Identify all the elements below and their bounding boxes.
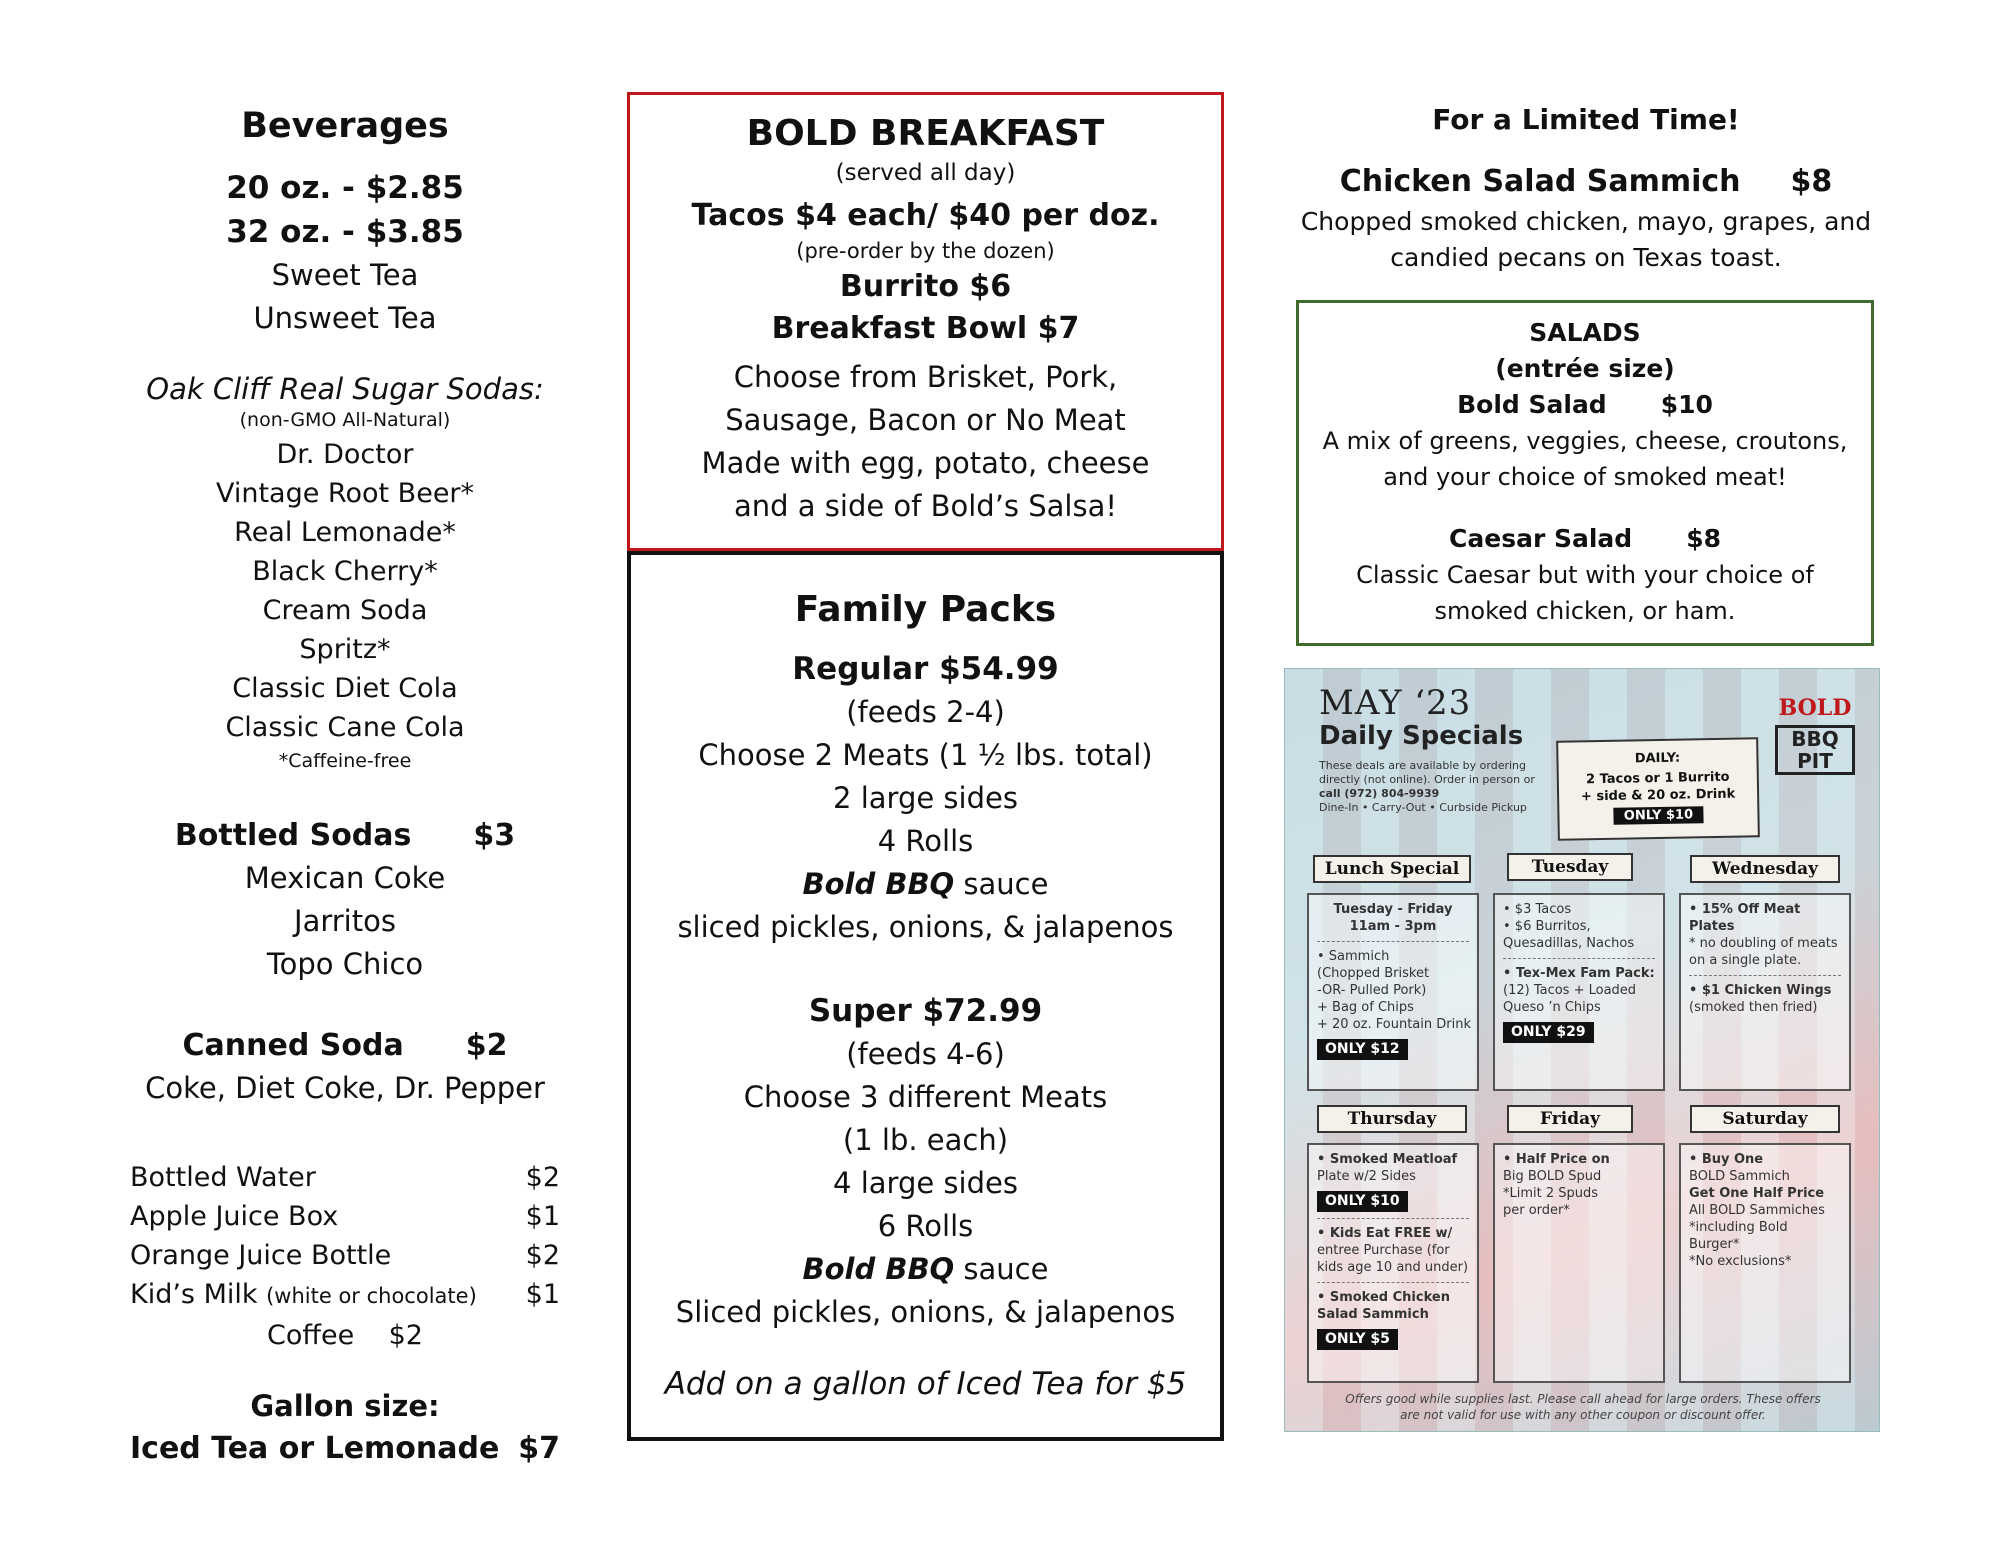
salads-title: SALADS [1529, 318, 1641, 347]
wednesday-line: • $1 Chicken Wings [1689, 983, 1832, 998]
soda-item: Vintage Root Beer* [215, 478, 475, 509]
divider [1317, 1218, 1469, 1219]
breakfast-desc-line: Choose from Brisket, Pork, [733, 360, 1118, 394]
saturday-card [1679, 1143, 1851, 1383]
bottled-soda-item: Topo Chico [266, 947, 424, 981]
breakfast-desc [630, 356, 1221, 528]
misc-price: $2 [525, 1162, 560, 1193]
lunch-line: (Chopped Brisket [1317, 966, 1430, 981]
daily-deal-line: + side & 20 oz. Drink [1580, 786, 1736, 805]
super-pack-line: 6 Rolls [877, 1209, 974, 1243]
sauce-word: sauce [954, 1252, 1049, 1286]
friday-line: • Half Price on [1503, 1152, 1610, 1167]
canned-soda-row [130, 1024, 560, 1067]
misc-price: $1 [525, 1201, 560, 1232]
logo-bold-text: BOLD [1778, 695, 1852, 721]
misc-row [130, 1236, 560, 1275]
sodas-note: (non-GMO All-Natural) [239, 409, 451, 431]
caesar-salad-name: Caesar Salad [1449, 524, 1633, 553]
limited-item-name: Chicken Salad Sammich [1339, 164, 1741, 199]
kids-milk-text [130, 1275, 477, 1316]
regular-pack-line: 2 large sides [833, 781, 1018, 815]
wednesday-card [1679, 893, 1851, 1091]
logo-bbq-text: BBQ PIT [1775, 725, 1855, 775]
salads-subtitle: (entrée size) [1495, 354, 1675, 383]
sauce-brand: Bold BBQ [802, 867, 955, 901]
limited-time-section [1296, 100, 1876, 276]
flyer-info-line: call (972) 804-9939 [1319, 787, 1440, 800]
gallon-row [130, 1427, 560, 1471]
flyer-info-line: directly (not online). Order in person or [1319, 773, 1535, 786]
tab-tuesday: Tuesday [1507, 853, 1633, 881]
flyer-info-line: Dine-In • Carry-Out • Curbside Pickup [1319, 801, 1527, 814]
super-pack-line: 4 large sides [833, 1166, 1018, 1200]
daily-deal-card [1556, 737, 1760, 841]
breakfast-bowl: Breakfast Bowl $7 [771, 311, 1080, 346]
breakfast-tacos: Tacos $4 each/ $40 per doz. [691, 198, 1160, 233]
regular-pack-extras: sliced pickles, onions, & jalapenos [677, 910, 1174, 944]
super-pack-extras: Sliced pickles, onions, & jalapenos [675, 1295, 1176, 1329]
flyer-month: MAY ‘23 [1319, 683, 1472, 723]
limited-item-price: $8 [1790, 164, 1833, 199]
regular-pack-sauce [631, 863, 1220, 906]
divider [1317, 941, 1469, 942]
flyer-footer-line: are not valid for use with any other coupon or discount offer. [1400, 1408, 1766, 1422]
bold-salad-row [1299, 387, 1871, 423]
daily-specials-flyer [1284, 668, 1880, 1432]
regular-pack-line: 4 Rolls [877, 824, 974, 858]
friday-card [1493, 1143, 1665, 1383]
bold-salad-desc: A mix of greens, veggies, cheese, croutons, [1322, 427, 1848, 455]
wednesday-line: (smoked then fried) [1689, 1000, 1818, 1015]
bold-bbq-pit-logo [1775, 695, 1855, 787]
saturday-line: All BOLD Sammiches [1689, 1203, 1825, 1218]
limited-item-desc: candied pecans on Texas toast. [1390, 243, 1782, 272]
sauce-word: sauce [954, 867, 1049, 901]
lunch-line: • Sammich [1317, 949, 1390, 964]
tuesday-line: Queso ’n Chips [1503, 1000, 1601, 1015]
caesar-salad-price: $8 [1686, 524, 1721, 553]
super-pack-name: Super $72.99 [808, 993, 1043, 1029]
gallon-label: Iced Tea or Lemonade [130, 1431, 500, 1466]
bottled-sodas-label: Bottled Sodas [174, 818, 412, 853]
caesar-salad-row [1299, 521, 1871, 557]
misc-row [130, 1197, 560, 1236]
lunch-line: + 20 oz. Fountain Drink [1317, 1017, 1471, 1032]
tuesday-card [1493, 893, 1665, 1091]
friday-line: per order* [1503, 1203, 1570, 1218]
daily-deal-label: DAILY: [1634, 750, 1681, 767]
family-packs-box [627, 551, 1224, 1441]
bold-salad-name: Bold Salad [1457, 390, 1607, 419]
beverages-section [130, 100, 560, 1471]
flyer-info-line: These deals are available by ordering [1319, 759, 1526, 772]
saturday-line: Get One Half Price [1689, 1186, 1825, 1201]
thursday-line: kids age 10 and under) [1317, 1260, 1469, 1275]
divider [1317, 1282, 1469, 1283]
caffeine-note: *Caffeine-free [278, 750, 412, 772]
soda-item: Black Cherry* [252, 556, 438, 587]
thursday-line: Salad Sammich [1317, 1307, 1429, 1322]
soda-item: Classic Diet Cola [232, 673, 458, 704]
size-20oz: 20 oz. - $2.85 [226, 170, 464, 206]
lunch-line: -OR- Pulled Pork) [1317, 983, 1427, 998]
thursday-line: entree Purchase (for [1317, 1243, 1450, 1258]
limited-time-title: For a Limited Time! [1432, 103, 1740, 136]
daily-deal-price: ONLY $10 [1614, 806, 1704, 825]
tab-thursday: Thursday [1317, 1105, 1467, 1133]
flyer-footer [1315, 1391, 1851, 1423]
tuesday-line: • Tex-Mex Fam Pack: [1503, 966, 1655, 981]
divider [1503, 958, 1655, 959]
kids-milk-row [130, 1275, 560, 1316]
flyer-title: Daily Specials [1319, 721, 1524, 751]
bold-salad-desc: and your choice of smoked meat! [1383, 463, 1787, 491]
soda-item: Real Lemonade* [234, 517, 456, 548]
flyer-info [1319, 759, 1549, 815]
tuesday-line: • $6 Burritos, [1503, 919, 1591, 934]
saturday-line: *including Bold Burger* [1689, 1220, 1788, 1252]
beverages-title: Beverages [241, 106, 449, 146]
tea-unsweet: Unsweet Tea [253, 301, 437, 335]
thursday-line: • Smoked Chicken [1317, 1290, 1450, 1305]
saturday-line: • Buy One [1689, 1152, 1764, 1167]
size-32oz: 32 oz. - $3.85 [226, 214, 464, 250]
misc-label: Apple Juice Box [130, 1201, 339, 1232]
kids-milk-label: Kid’s Milk [130, 1279, 258, 1310]
flyer-footer-line: Offers good while supplies last. Please call ahead for large orders. These offers [1345, 1392, 1821, 1406]
canned-soda-label: Canned Soda [182, 1028, 404, 1063]
breakfast-desc-line: Made with egg, potato, cheese [701, 446, 1150, 480]
caesar-salad-desc: smoked chicken, or ham. [1434, 597, 1736, 625]
super-pack-line: (feeds 4-6) [846, 1037, 1005, 1071]
soda-item: Classic Cane Cola [225, 712, 465, 743]
tuesday-line: (12) Tacos + Loaded [1503, 983, 1637, 998]
misc-row [130, 1158, 560, 1197]
tab-saturday: Saturday [1690, 1105, 1840, 1133]
tab-wednesday: Wednesday [1690, 855, 1840, 883]
tea-sweet: Sweet Tea [271, 258, 419, 292]
thursday-price: ONLY $10 [1317, 1191, 1408, 1212]
breakfast-title: BOLD BREAKFAST [746, 113, 1105, 154]
lunch-line: + Bag of Chips [1317, 1000, 1414, 1015]
saturday-line: BOLD Sammich [1689, 1169, 1790, 1184]
bottled-sodas-row [130, 814, 560, 857]
breakfast-desc-line: Sausage, Bacon or No Meat [725, 403, 1126, 437]
thursday-line: • Kids Eat FREE w/ [1317, 1226, 1453, 1241]
misc-label: Orange Juice Bottle [130, 1240, 392, 1271]
regular-pack-name: Regular $54.99 [792, 651, 1059, 687]
bottled-sodas-price: $3 [473, 818, 516, 853]
regular-pack-line: (feeds 2-4) [846, 695, 1005, 729]
wednesday-line: * no doubling of meats [1689, 936, 1838, 951]
lunch-head: Tuesday - Friday [1333, 902, 1453, 917]
breakfast-tacos-note: (pre-order by the dozen) [796, 239, 1055, 263]
friday-line: Big BOLD Spud [1503, 1169, 1602, 1184]
sauce-brand: Bold BBQ [802, 1252, 955, 1286]
coffee-line: Coffee $2 [267, 1320, 423, 1351]
super-pack-sauce [631, 1248, 1220, 1291]
breakfast-box [627, 92, 1224, 551]
salads-box [1296, 300, 1874, 646]
bottled-soda-item: Jarritos [294, 904, 396, 938]
tuesday-line: • $3 Tacos [1503, 902, 1572, 917]
tuesday-line: Quesadillas, Nachos [1503, 936, 1635, 951]
thursday-line: • Smoked Meatloaf [1317, 1152, 1458, 1167]
lunch-head: 11am - 3pm [1349, 919, 1437, 934]
caesar-salad-desc: Classic Caesar but with your choice of [1356, 561, 1814, 589]
wednesday-line: • 15% Off Meat Plates [1689, 902, 1801, 934]
super-pack-line: Choose 3 different Meats [743, 1080, 1108, 1114]
thursday-price: ONLY $5 [1317, 1329, 1398, 1350]
lunch-special-card [1307, 893, 1479, 1091]
canned-soda-items: Coke, Diet Coke, Dr. Pepper [145, 1071, 545, 1105]
soda-item: Cream Soda [262, 595, 428, 626]
real-sugar-sodas-title: Oak Cliff Real Sugar Sodas: [146, 372, 544, 406]
bottled-soda-item: Mexican Coke [244, 861, 446, 895]
lunch-price: ONLY $12 [1317, 1039, 1408, 1060]
misc-drinks [130, 1158, 560, 1355]
tab-lunch-special: Lunch Special [1313, 855, 1471, 883]
kids-milk-price: $1 [525, 1279, 560, 1310]
kids-milk-note: (white or chocolate) [266, 1284, 477, 1308]
tab-friday: Friday [1507, 1105, 1633, 1133]
thursday-line: Plate w/2 Sides [1317, 1169, 1416, 1184]
regular-pack-line: Choose 2 Meats (1 ½ lbs. total) [698, 738, 1153, 772]
breakfast-desc-line: and a side of Bold’s Salsa! [734, 489, 1117, 523]
divider [1689, 975, 1841, 976]
gallon-price: $7 [518, 1431, 560, 1466]
misc-label: Bottled Water [130, 1162, 316, 1193]
soda-item: Dr. Doctor [276, 439, 414, 470]
breakfast-subtitle: (served all day) [835, 160, 1016, 186]
saturday-line: *No exclusions* [1689, 1254, 1792, 1269]
soda-item: Spritz* [299, 634, 391, 665]
limited-item-desc: Chopped smoked chicken, mayo, grapes, and [1300, 207, 1872, 236]
iced-tea-addon: Add on a gallon of Iced Tea for $5 [664, 1366, 1187, 1402]
breakfast-burrito: Burrito $6 [839, 269, 1012, 304]
canned-soda-price: $2 [465, 1028, 508, 1063]
family-packs-title: Family Packs [794, 589, 1057, 630]
friday-line: *Limit 2 Spuds [1503, 1186, 1599, 1201]
daily-deal-line: 2 Tacos or 1 Burrito [1585, 769, 1730, 788]
bold-salad-price: $10 [1660, 390, 1713, 419]
tuesday-price: ONLY $29 [1503, 1022, 1594, 1043]
limited-item-row [1296, 160, 1876, 204]
misc-price: $2 [525, 1240, 560, 1271]
super-pack-line: (1 lb. each) [842, 1123, 1009, 1157]
gallon-title: Gallon size: [250, 1389, 440, 1423]
thursday-card [1307, 1143, 1479, 1383]
wednesday-line: on a single plate. [1689, 953, 1802, 968]
